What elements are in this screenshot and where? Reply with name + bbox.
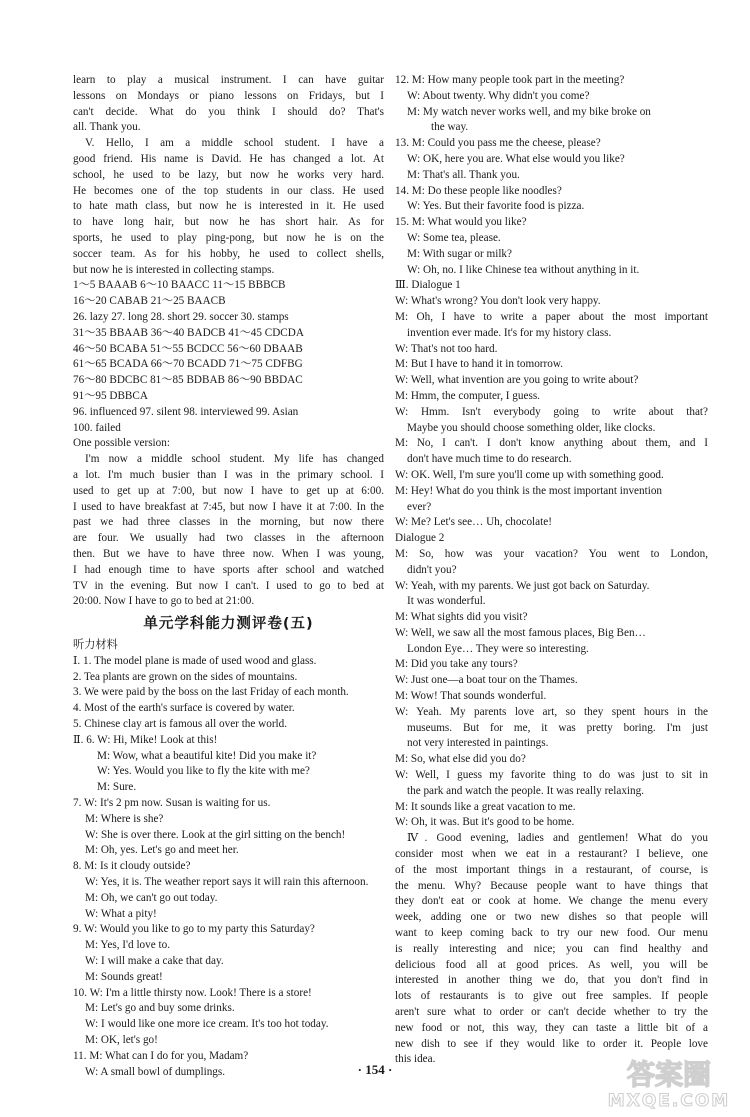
text-line: 11. M: What can I do for you, Madam? [73,1049,249,1062]
text-line: lots of restaurants is to give out free samples. If people [395,990,708,1003]
text-line: 听力材料 [73,639,118,652]
text-line: I'm now a middle school student. My life has changed [85,453,384,466]
text-line: didn't you? [407,563,457,576]
text-line: Ⅰ. 1. The model plane is made of used wood and glass. [73,654,317,667]
text-line: 13. M: Could you pass me the cheese, please? [395,137,601,150]
text-line: M: It sounds like a great vacation to me. [395,800,576,813]
text-line: W: Well, we saw all the most famous places, Big Ben… [395,626,646,639]
text-line: 9. W: Would you like to go to my party this Saturday? [73,923,315,936]
text-line: 14. M: Do these people like noodles? [395,184,562,197]
text-line: is really interesting and nice; you can find healthy and [395,942,708,955]
text-line: delicious food all at good prices. As well, you will be [395,958,708,971]
text-line: M: Yes, I'd love to. [85,939,170,952]
text-line: W: About twenty. Why didn't you come? [407,89,590,102]
text-line: used to get up at 7:00, but now I have to get up at 6:00. [73,484,384,497]
text-line: M: With sugar or milk? [407,247,512,260]
text-line: 91～95 DBBCA [73,389,148,402]
text-line: W: Oh, it was. But it's good to be home. [395,816,575,829]
text-line: M: What sights did you visit? [395,611,528,624]
text-line: M: Wow! That sounds wonderful. [395,690,547,703]
text-line: new food or not, this way, they can taste a little bit of a [395,1021,708,1034]
text-line: I used to have breakfast at 7:45, but now I have it at 7:00. In the [73,500,384,513]
text-line: W: I would like one more ice cream. It's too hot today. [85,1018,329,1031]
text-line: 3. We were paid by the boss on the last Friday of each month. [73,686,349,699]
text-line: not very interested in paintings. [407,737,549,750]
text-line: M: Did you take any tours? [395,658,518,671]
text-line: school, he used to be lazy, but now he works very hard. [73,168,384,181]
text-line: He becomes one of the top students in our class. He used [73,184,384,197]
text-line: TV in the evening. But now I can't. I used to go to bed at [73,579,384,592]
text-line: W: What's wrong? You don't look very happy. [395,295,601,308]
text-line: W: Yes. Would you like to fly the kite with me? [97,765,310,778]
page-number: · 154 · [357,1062,393,1077]
text-line: this idea. [395,1053,436,1066]
section-heading: 单元学科能力测评卷(五) [143,616,314,633]
text-line: W: Me? Let's see… Uh, chocolate! [395,516,552,529]
text-line: 4. Most of the earth's surface is covered by water. [73,702,295,715]
text-line: to hate math class, but now he is interested in it. He used [73,200,384,213]
text-line: W: What a pity! [85,907,157,920]
text-line: 5. Chinese clay art is famous all over the world. [73,718,288,731]
text-line: W: Well, I guess my favorite thing to do was just to sit in [395,769,708,782]
text-line: 12. M: How many people took part in the meeting? [395,74,625,86]
text-line: It was wonderful. [407,595,486,608]
text-line: M: No, I can't. I don't know anything about them, and I [395,437,708,450]
text-line: want to keep coming back to try our new food. Our menu [395,927,708,940]
text-line: 1～5 BAAAB 6～10 BAACC 11～15 BBBCB [73,279,286,292]
text-line: to have long hair, but now he has short hair. As for [73,216,384,229]
text-line: 26. lazy 27. long 28. short 29. soccer 30. stamps [73,310,289,323]
text-line: 2. Tea plants are grown on the sides of mountains. [73,670,298,683]
text-line: aren't sure what to order or can't decide whether to try the [395,1006,708,1019]
text-line: M: Hmm, the computer, I guess. [395,389,540,402]
text-line: M: Hey! What do you think is the most important invention [395,484,663,497]
text-line: museums. But for me, it was pretty boring. I'm just [407,721,708,734]
text-line: W: I will make a cake that day. [85,955,224,968]
text-line: M: Where is she? [85,812,164,825]
text-line: Dialogue 2 [395,532,445,545]
text-line: week, adding one or two new dishes so that people will [395,911,708,924]
text-line: W: Yes. But their favorite food is pizza. [407,200,585,213]
text-line: W: Yes, it is. The weather report says it will rain this afternoon. [85,876,369,889]
text-line: 16～20 CABAB 21～25 BAACB [73,295,226,308]
text-line: V. Hello, I am a middle school student. I have a [85,137,384,150]
text-line: 46～50 BCABA 51～55 BCDCC 56～60 DBAAB [73,342,303,355]
text-line: then. But we have to have three now. When I was young, [73,547,384,560]
text-line: W: OK, here you are. What else would you like? [407,152,625,165]
left-column [73,73,384,1080]
text-line: W: OK. Well, I'm sure you'll come up with something good. [395,468,664,481]
text-line: W: Oh, no. I like Chinese tea without anything in it. [407,263,640,276]
text-line: M: Sure. [97,781,137,794]
logo-watermark-icon [594,1054,744,1112]
text-line: interested in another thing we do, that you don't find in [395,974,708,987]
text-line: all. Thank you. [73,121,141,134]
text-line: W: Well, what invention are you going to write about? [395,374,639,387]
text-line: W: Yeah. My parents love art, so they spent hours in the [395,705,708,718]
text-line: M: So, what else did you do? [395,753,526,766]
text-line: 10. W: I'm a little thirsty now. Look! There is a store! [73,986,312,999]
text-line: M: But I have to hand it in tomorrow. [395,358,563,371]
text-line: Ⅳ. Good evening, ladies and gentlemen! What do you [407,832,708,845]
text-line: but now he is interested in collecting stamps. [73,263,275,276]
text-line: they don't eat or cook at home. We change the menu every [395,895,708,908]
text-line: M: Sounds great! [85,970,163,983]
text-line: W: That's not too hard. [395,342,498,355]
text-line: W: A small bowl of dumplings. [85,1065,226,1078]
text-line: 76～80 BDCBC 81～85 BDBAB 86～90 BBDAC [73,374,303,387]
text-line: 31～35 BBAAB 36～40 BADCB 41～45 CDCDA [73,326,304,339]
text-line: sports, he used to play ping-pong, but now he is on the [73,231,384,244]
text-line: M: Oh, I have to write a paper about the most important [395,310,708,323]
text-line: invention ever made. It's for my history class. [407,326,612,339]
text-line: W: She is over there. Look at the girl sitting on the bench! [85,828,346,841]
text-line: don't have much time to do research. [407,453,572,466]
text-line: Ⅱ. 6. W: Hi, Mike! Look at this! [73,733,218,746]
text-line: M: So, how was your vacation? You went to London, [395,547,708,560]
text-line: lessons on Mondays or piano lessons on Fridays, but I [73,89,384,102]
text-line: M: Oh, we can't go out today. [85,891,218,904]
text-line: 7. W: It's 2 pm now. Susan is waiting for us. [73,797,271,810]
text-line: 15. M: What would you like? [395,216,527,229]
text-line: ever? [407,500,432,513]
text-line: M: OK, let's go! [85,1034,158,1047]
text-line: of the most important things in a restaurant, of course, is [395,863,708,876]
text-line: 8. M: Is it cloudy outside? [73,860,191,873]
text-line: I had enough time to have sports after school and watched [73,563,384,576]
text-line: the way. [431,121,469,134]
text-line: 61～65 BCADA 66～70 BCADD 71～75 CDFBG [73,358,303,371]
text-line: learn to play a musical instrument. I can have guitar [73,74,384,86]
text-line: can't decide. What do you think I should do? That's [73,105,384,118]
watermark-text: 答案圈 [626,1058,712,1091]
text-line: 96. influenced 97. silent 98. interviewed 99. Asian [73,405,299,418]
text-line: 20:00. Now I have to go to bed at 21:00. [73,595,255,608]
text-line: W: Some tea, please. [407,231,501,244]
text-line: M: Let's go and buy some drinks. [85,1002,235,1015]
text-line: London Eye… They were so interesting. [407,642,589,655]
text-line: past we had three classes in the morning, but now there [73,516,384,529]
text-line: M: Wow, what a beautiful kite! Did you make it? [97,749,317,762]
text-line: M: That's all. Thank you. [407,168,520,181]
text-line: the menu. Why? Because people want to have things that [395,879,708,892]
text-line: Ⅲ. Dialogue 1 [395,279,461,292]
text-line: new dish to see if they would like to order it. People love [395,1037,708,1050]
text-line: M: Oh, yes. Let's go and meet her. [85,844,239,857]
text-line: good friend. His name is David. He has changed a lot. At [73,152,384,165]
text-line: 100. failed [73,421,121,434]
text-line: the park and watch the people. It was really relaxing. [407,784,645,797]
text-line: are four. We usually had two classes in the afternoon [73,532,384,545]
text-line: W: Yeah, with my parents. We just got back on Saturday. [395,579,650,592]
text-line: consider most when we eat in a restaurant? I believe, one [395,848,708,861]
text-line: M: My watch never works well, and my bike broke on [407,105,651,118]
text-line: soccer team. As for his hobby, he used to collect shells, [73,247,384,260]
text-line: W: Hmm. Isn't everybody going to write about that? [395,405,708,418]
text-line: a lot. I'm much busier than I was in the primary school. I [73,468,384,481]
text-line: Maybe you should choose something older, like clocks. [407,421,656,434]
watermark-url: MXQE.COM [607,1091,731,1111]
right-column [395,73,708,1068]
text-line: One possible version: [73,437,170,450]
text-line: W: Just one—a boat tour on the Thames. [395,674,578,687]
